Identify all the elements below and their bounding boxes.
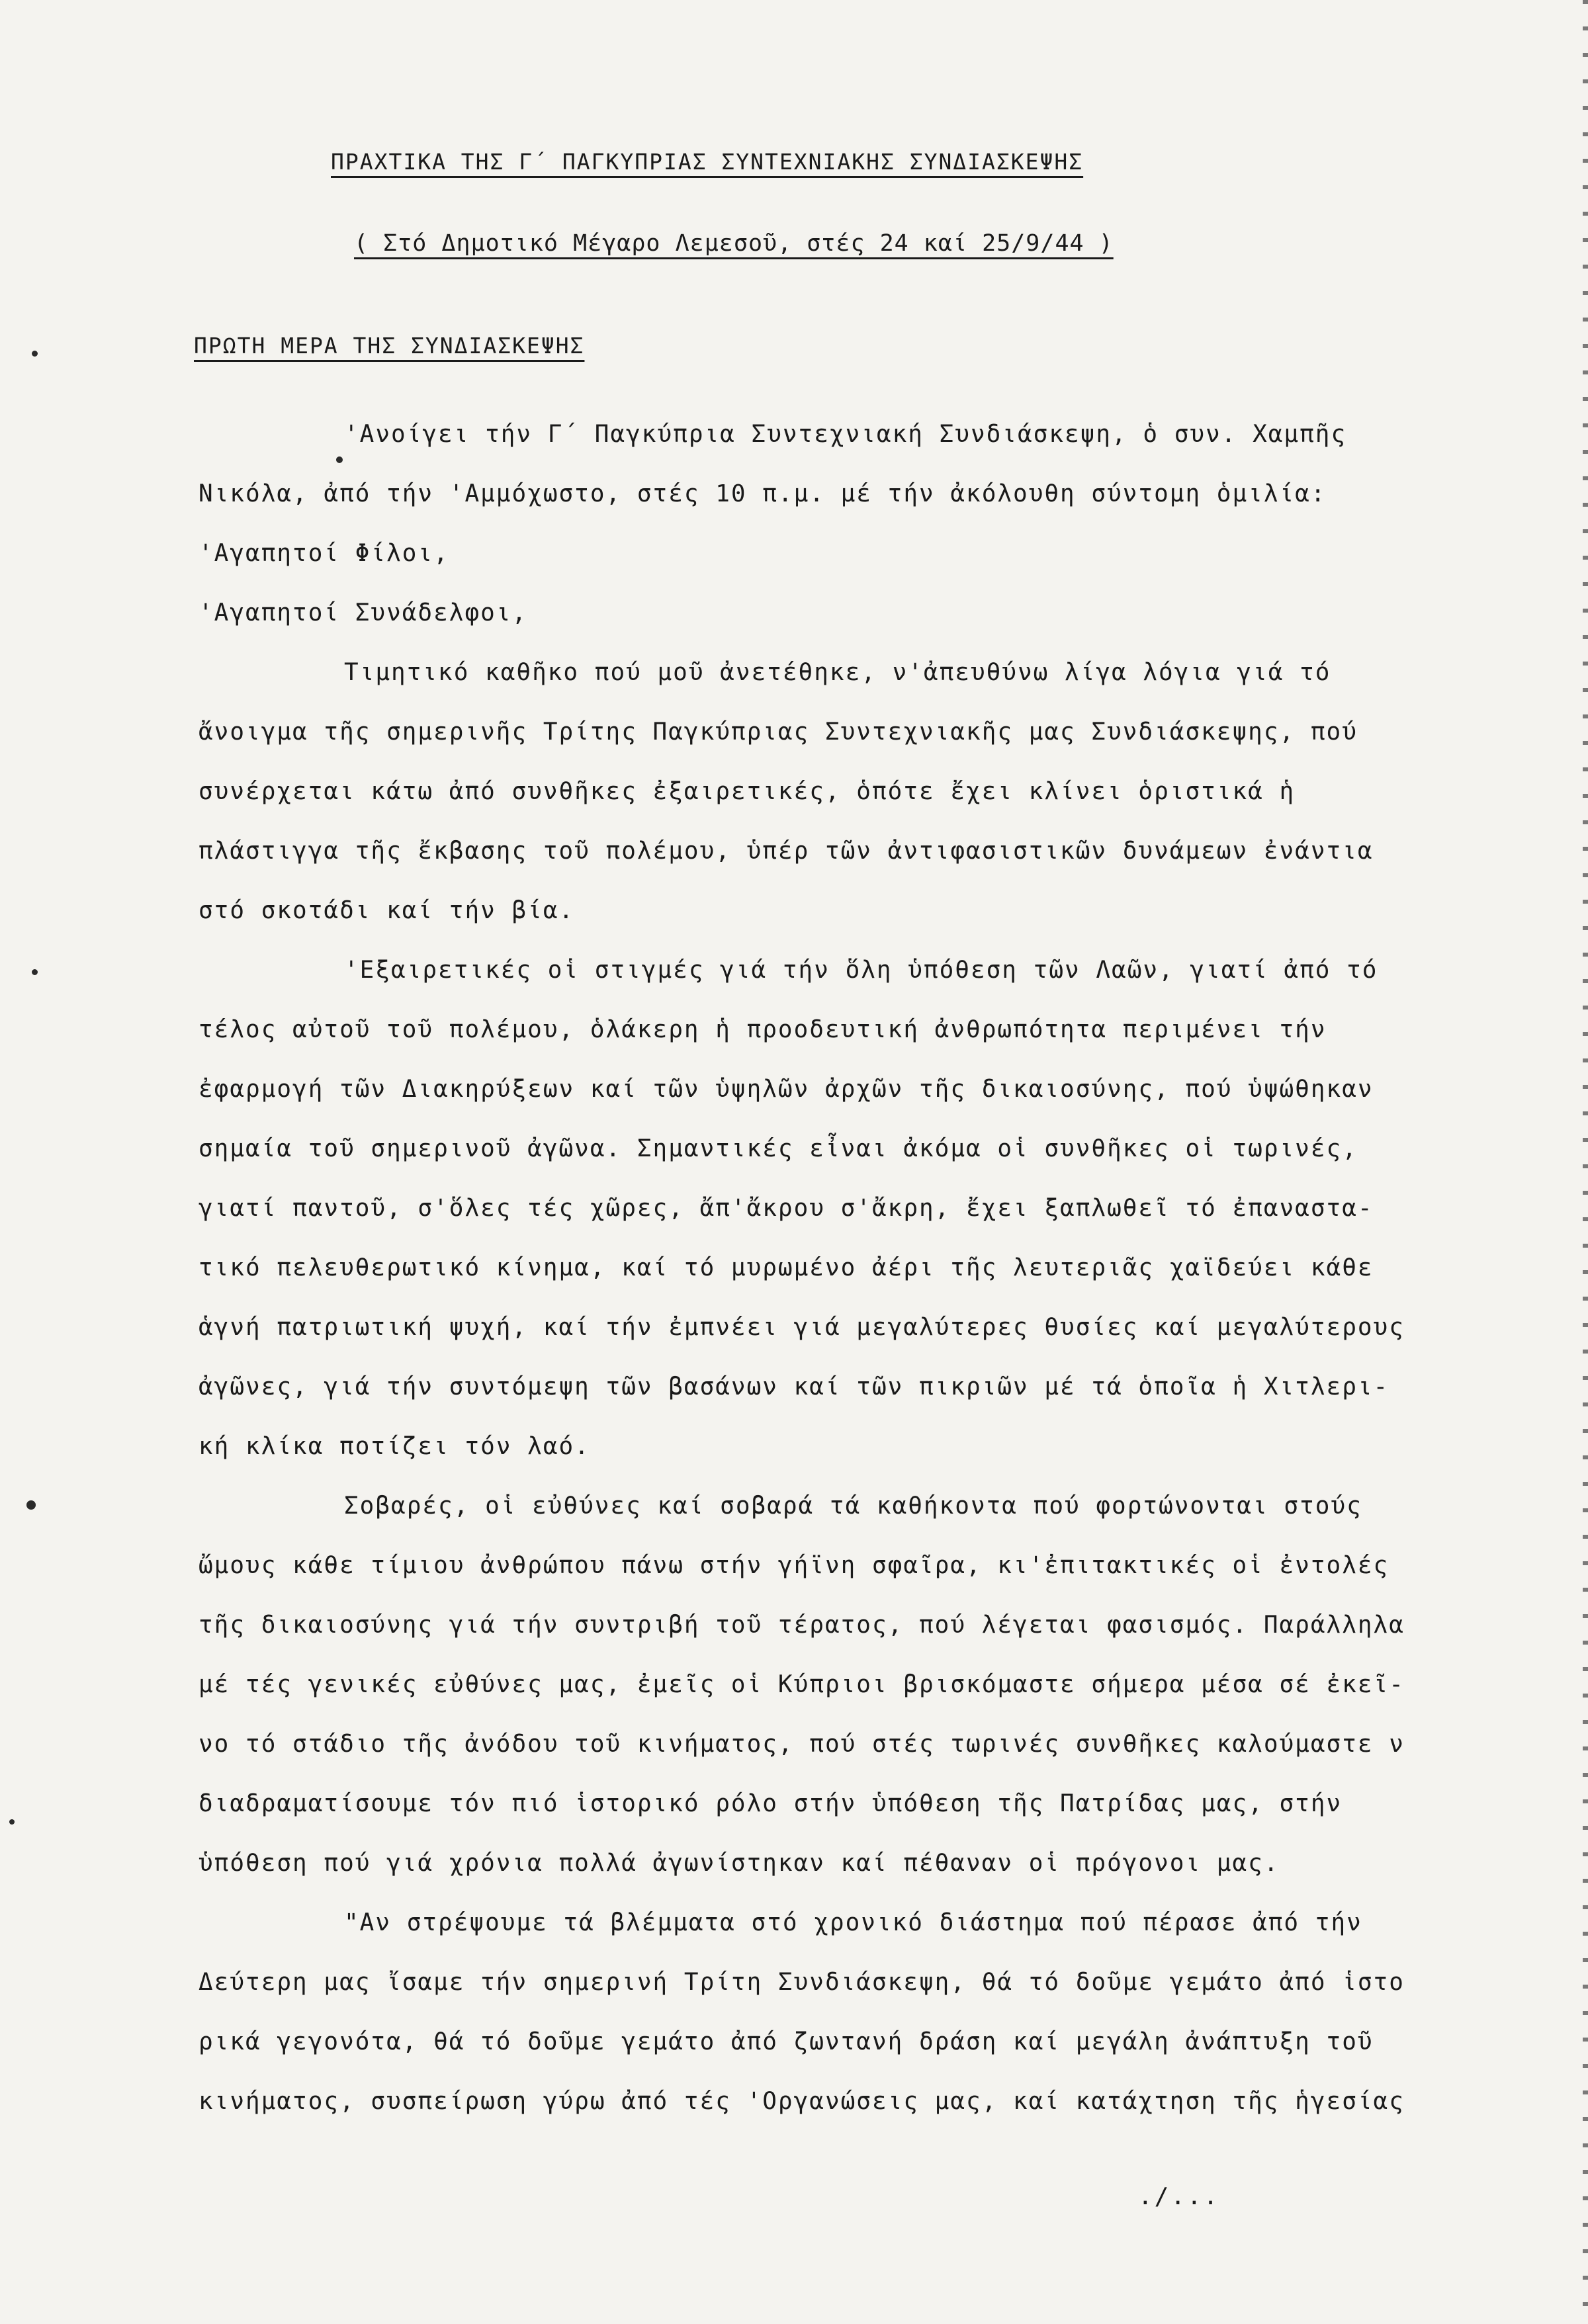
text-line: ρικά γεγονότα, θά τό δοῦμε γεμάτο ἀπό ζωντανή δράση καί μεγάλη ἀνάπτυξη τοῦ [198, 2028, 1374, 2055]
text-line: διαδραματίσουμε τόν πιό ἱστορικό ρόλο στήν ὑπόθεση τῆς Πατρίδας μας, στήν [198, 1790, 1343, 1817]
text-line: στό σκοτάδι καί τήν βία. [198, 897, 575, 924]
text-line: μέ τές γενικές εὐθύνες μας, ἐμεῖς οἱ Κύπριοι βρισκόμαστε σήμερα μέσα σέ ἐκεῖ- [198, 1671, 1405, 1698]
text-line: 'Αγαπητοί Συνάδελφοι, [198, 599, 528, 626]
text-line: νο τό στάδιο τῆς ἀνόδου τοῦ κινήματος, πού στές τωρινές συνθῆκες καλούμαστε ν [198, 1731, 1405, 1758]
text-line: συνέρχεται κάτω ἀπό συνθῆκες ἐξαιρετικές, ὁπότε ἔχει κλίνει ὁριστικά ἡ [198, 778, 1296, 805]
text-line: ἐφαρμογή τῶν Διακηρύξεων καί τῶν ὑψηλῶν ἀρχῶν τῆς δικαιοσύνης, πού ὑψώθηκαν [198, 1076, 1374, 1103]
scan-speck [26, 1500, 36, 1510]
text-line: ὤμους κάθε τίμιου ἀνθρώπου πάνω στήν γήϊνη σφαῖρα, κι'ἐπιτακτικές οἱ ἐντολές [198, 1552, 1390, 1579]
section-heading: ΠΡΩΤΗ ΜΕΡΑ ΤΗΣ ΣΥΝΔΙΑΣΚΕΨΗΣ [194, 333, 585, 359]
text-line: πλάστιγγα τῆς ἔκβασης τοῦ πολέμου, ὑπέρ τῶν ἀντιφασιστικῶν δυνάμεων ἐνάντια [198, 838, 1374, 865]
text-line: "Αν στρέψουμε τά βλέμματα στό χρονικό διάστημα πού πέρασε ἀπό τήν [344, 1909, 1362, 1936]
text-line: Δεύτερη μας ἴσαμε τήν σημερινή Τρίτη Συνδιάσκεψη, θά τό δοῦμε γεμάτο ἀπό ἱστο [198, 1969, 1405, 1996]
scan-speck [336, 456, 343, 463]
text-line: ἀγῶνες, γιά τήν συντόμεψη τῶν βασάνων καί τῶν πικριῶν μέ τά ὁποῖα ἡ Χιτλερι- [198, 1373, 1390, 1400]
text-line: τῆς δικαιοσύνης γιά τήν συντριβή τοῦ τέρατος, πού λέγεται φασισμός. Παράλληλα [198, 1612, 1405, 1639]
scan-speck [32, 969, 38, 975]
text-line: τικό πελευθερωτικό κίνημα, καί τό μυρωμένο ἀέρι τῆς λευτεριᾶς χαϊδεύει κάθε [198, 1254, 1374, 1281]
scan-speck [9, 1819, 15, 1825]
scan-edge-strip [1583, 0, 1588, 2324]
text-line: 'Αγαπητοί Φίλοι, [198, 540, 449, 567]
document-title: ΠΡΑΧΤΙΚΑ ΤΗΣ Γ΄ ΠΑΓΚΥΠΡΙΑΣ ΣΥΝΤΕΧΝΙΑΚΗΣ ΣΥΝΔΙΑΣΚΕΨΗΣ [331, 149, 1084, 175]
text-line: 'Εξαιρετικές οἱ στιγμές γιά τήν ὅλη ὑπόθεση τῶν Λαῶν, γιατί ἀπό τό [344, 957, 1378, 984]
text-line: Σοβαρές, οἱ εὐθύνες καί σοβαρά τά καθήκοντα πού φορτώνονται στούς [344, 1492, 1362, 1520]
text-line: ὑπόθεση πού γιά χρόνια πολλά ἀγωνίστηκαν καί πέθαναν οἱ πρόγονοι μας. [198, 1850, 1280, 1877]
text-line: Τιμητικό καθῆκο πού μοῦ ἀνετέθηκε, ν'ἀπευθύνω λίγα λόγια γιά τό [344, 659, 1331, 686]
text-line: γιατί παντοῦ, σ'ὅλες τές χῶρες, ἄπ'ἄκρου σ'ἄκρη, ἔχει ξαπλωθεῖ τό ἐπαναστα- [198, 1195, 1374, 1222]
document-subtitle: ( Στό Δημοτικό Μέγαρο Λεμεσοῦ, στές 24 καί 25/9/44 ) [354, 230, 1114, 257]
text-line: κή κλίκα ποτίζει τόν λαό. [198, 1433, 590, 1460]
text-line: τέλος αὐτοῦ τοῦ πολέμου, ὁλάκερη ἡ προοδευτική ἀνθρωπότητα περιμένει τήν [198, 1016, 1327, 1043]
text-line: κινήματος, συσπείρωση γύρω ἀπό τές 'Οργανώσεις μας, καί κατάχτηση τῆς ἡγεσίας [198, 2088, 1405, 2115]
scan-speck [32, 351, 38, 357]
page-continuation-marker: ./... [1138, 2183, 1220, 2210]
text-line: ἁγνή πατριωτική ψυχή, καί τήν ἐμπνέει γιά μεγαλύτερες θυσίες καί μεγαλύτερους [198, 1314, 1405, 1341]
text-line: Νικόλα, ἀπό τήν 'Αμμόχωστο, στές 10 π.μ. μέ τήν ἀκόλουθη σύντομη ὁμιλία: [198, 480, 1327, 507]
text-line: 'Ανοίγει τήν Γ΄ Παγκύπρια Συντεχνιακή Συνδιάσκεψη, ὁ συν. Χαμπῆς [344, 421, 1347, 448]
text-line: ἄνοιγμα τῆς σημερινῆς Τρίτης Παγκύπριας Συντεχνιακῆς μας Συνδιάσκεψης, πού [198, 718, 1358, 746]
text-line: σημαία τοῦ σημερινοῦ ἀγῶνα. Σημαντικές εἶναι ἀκόμα οἱ συνθῆκες οἱ τωρινές, [198, 1135, 1358, 1162]
document-body [198, 405, 1548, 2131]
